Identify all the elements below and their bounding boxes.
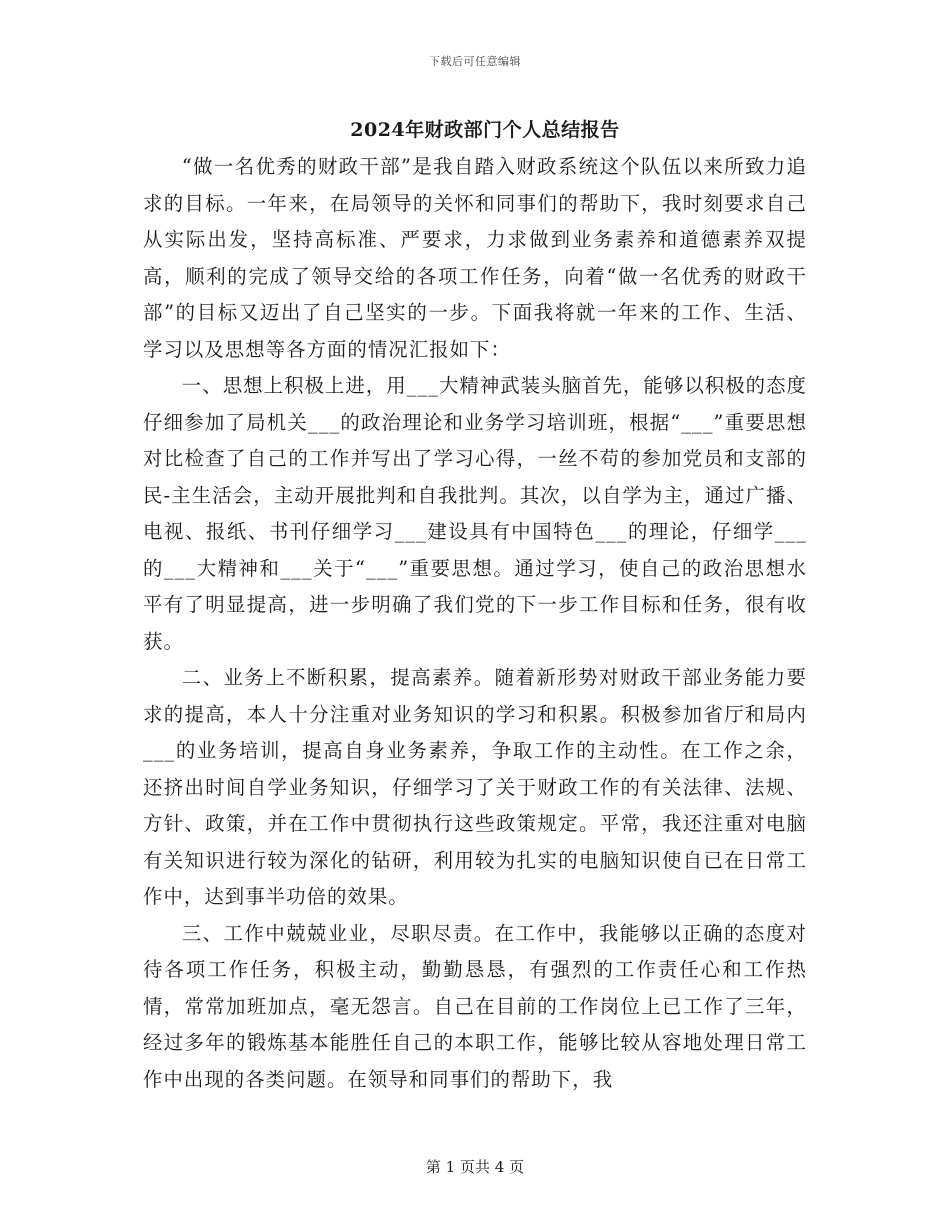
header-note: 下载后可任意编辑: [429, 55, 521, 68]
paragraph-work: 三、工作中兢兢业业，尽职尽责。在工作中，我能够以正确的态度对待各项工作任务，积极主动，勤勤恳恳，有强烈的工作责任心和工作热情，常常加班加点，毫无怨言。自己在目前的工作岗位上已工作了三年，经过多年的锻炼基本能胜任自己的本职工作，能够比较从容地处理日常工作中出现的各类问题。在领导和同事们的帮助下，我: [143, 921, 807, 1091]
document-body: [143, 149, 807, 1098]
paragraph-thought: 一、思想上积极上进，用___大精神武装头脑首先，能够以积极的态度仔细参加了局机关___的政治理论和业务学习培训班，根据“___”重要思想对比检查了自己的工作并写出了学习心得，一丝不苟的参加党员和支部的民-主生活会，主动开展批判和自我批判。其次，以自学为主，通过广播、电视、报纸、书刊仔细学习___建设具有中国特色___的理论，仔细学___的___大精神和___关于“___”重要思想。通过学习，使自己的政治思想水平有了明显提高，进一步明确了我们党的下一步工作目标和任务，很有收获。: [143, 374, 807, 653]
paragraph-intro: “做一名优秀的财政干部”是我自踏入财政系统这个队伍以来所致力追求的目标。一年来，在局领导的关怀和同事们的帮助下，我时刻要求自己从实际出发，坚持高标准、严要求，力求做到业务素养和道德素养双提高，顺利的完成了领导交给的各项工作任务，向着“做一名优秀的财政干部”的目标又迈出了自己坚实的一步。下面我将就一年来的工作、生活、学习以及思想等各方面的情况汇报如下：: [143, 155, 807, 361]
document-title: 2024年财政部门个人总结报告: [350, 119, 620, 141]
page-footer: 第 1 页共 4 页: [425, 1158, 525, 1176]
paragraph-business: 二、业务上不断积累，提高素养。随着新形势对财政干部业务能力要求的提高，本人十分注重对业务知识的学习和积累。积极参加省厅和局内___的业务培训，提高自身业务素养，争取工作的主动性。在工作之余，还挤出时间自学业务知识，仔细学习了关于财政工作的有关法律、法规、方针、政策，并在工作中贯彻执行这些政策规定。平常，我还注重对电脑有关知识进行较为深化的钻研，利用较为扎实的电脑知识使自已在日常工作中，达到事半功倍的效果。: [143, 666, 807, 908]
